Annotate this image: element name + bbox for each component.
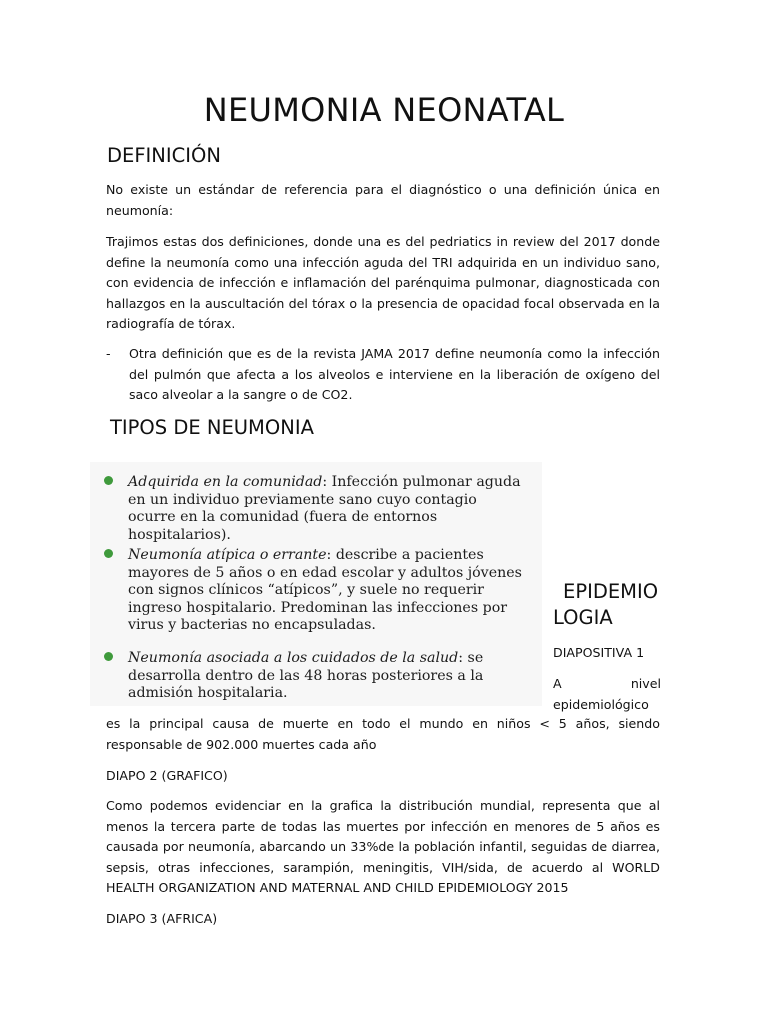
green-bullet-icon [104,652,113,661]
figure-item-text: : describe a pacientes mayores de 5 años o en edad escolar y adultos jóvenes con signos clínicos “atípicos”, y suele no requerir ingreso hospitalario. Predominan las infecciones por virus y bacterias no encapsuladas. [128,547,522,634]
figure-list-item [128,650,528,703]
figure-list-item [128,547,528,635]
figure-item-term: Neumonía asociada a los cuidados de la salud [128,650,459,666]
definicion-heading: DEFINICIÓN [107,144,221,167]
side-text-a: A [553,676,562,691]
document-title: NEUMONIA NEONATAL [203,91,565,129]
diapo-2-label: DIAPO 2 (GRAFICO) [106,768,228,783]
green-bullet-icon [104,476,113,485]
figure-list-item [128,474,528,544]
tipos-neumonia-image [90,462,542,706]
bullet-text: Otra definición que es de la revista JAMA 2017 define neumonía como la infección del pulmón que afecta a los alveolos e interviene en la liberación de oxígeno del saco alveolar a la sangre o de CO2. [129,346,660,402]
side-text-epidemiologico: epidemiológico [553,696,649,712]
tipos-heading: TIPOS DE NEUMONIA [110,416,314,439]
side-text-nivel: nivel [630,676,661,691]
bullet-item-jama [106,344,660,406]
figure-item-text: : Infección pulmonar aguda en un individuo previamente sano cuyo contagio ocurre en la comunidad (fuera de entornos hospitalarios). [128,474,521,543]
paragraph-grafica: Como podemos evidenciar en la grafica la distribución mundial, representa que al menos la tercera parte de todas las muertes por infección en menores de 5 años es causada por neumonía, abarcando un 33%de la población infantil, seguidas de diarrea, sepsis, otras infecciones, sarampión, meningitis, VIH/sida, de acuerdo al WORLD HEALTH ORGANIZATION AND MATERNAL AND CHILD EPIDEMIOLOGY 2015 [106,798,660,895]
green-bullet-icon [104,549,113,558]
diapositiva-1-label: DIAPOSITIVA 1 [553,645,645,660]
figure-item-term: Adquirida en la comunidad [128,474,323,490]
figure-item-text: : se desarrolla dentro de las 48 horas posteriores a la admisión hospitalaria. [128,650,484,702]
diapo-3-label: DIAPO 3 (AFRICA) [106,911,218,926]
paragraph-definicion-intro: No existe un estándar de referencia para el diagnóstico o una definición única en neumonía: [106,182,660,218]
paragraph-principal-causa: es la principal causa de muerte en todo el mundo en niños < 5 años, siendo responsable de 902.000 muertes cada año [106,716,660,752]
bullet-dash: - [106,346,111,361]
epidemiologia-heading [553,579,663,631]
epidemiologia-heading-line1: EPIDEMIO [563,580,659,603]
figure-item-term: Neumonía atípica o errante [128,547,327,563]
epidemiologia-heading-line2: LOGIA [553,606,613,629]
paragraph-definicion-pediatrics: Trajimos estas dos definiciones, donde una es del pedriatics in review del 2017 donde define la neumonía como una infección aguda del TRI adquirida en un individuo sano, con evidencia de infección e inflamación del parénquima pulmonar, diagnosticada con hallazgos en la auscultación del tórax o la presencia de opacidad focal observada en la radiografía de tórax. [106,234,660,331]
side-text-nivel-epidemiologico [553,674,661,715]
